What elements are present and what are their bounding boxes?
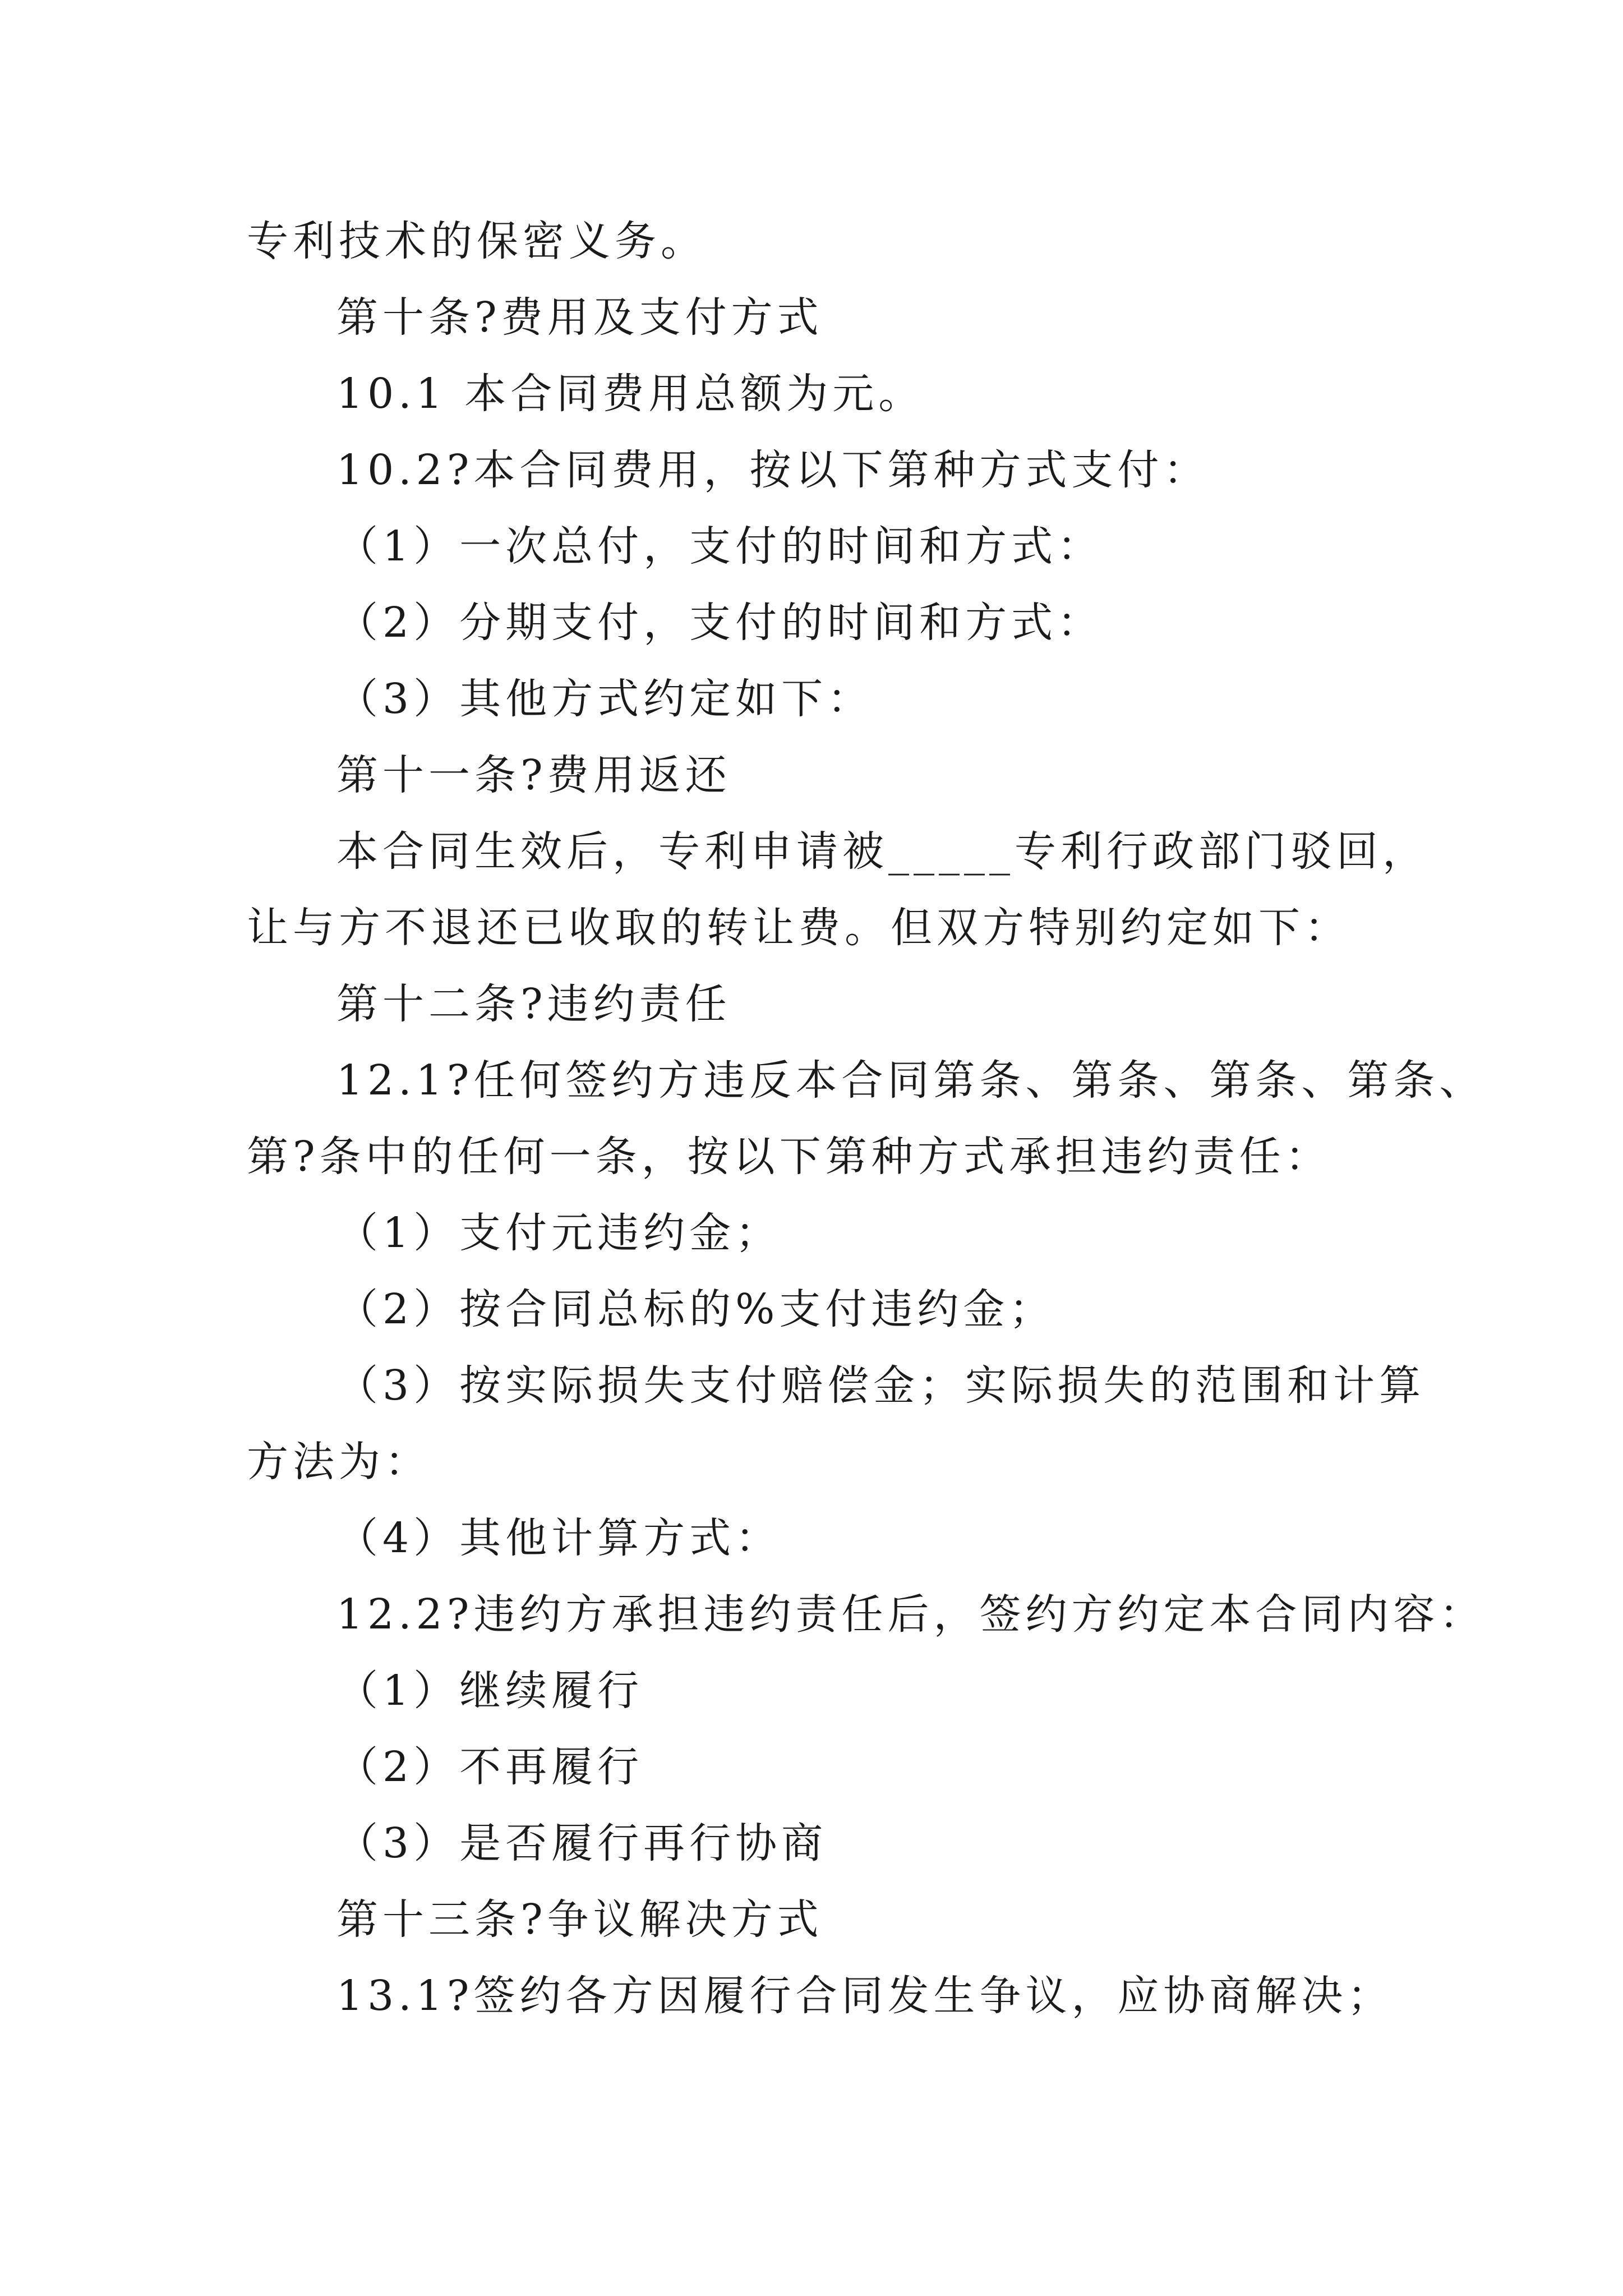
list-item: （1）一次总付，支付的时间和方式： [336,522,1104,570]
text-line: 本合同生效后，专利申请被_____专利行政部门驳回， [336,827,1428,876]
text-line: 第?条中的任何一条，按以下第种方式承担违约责任： [247,1133,1331,1181]
list-item: （3）其他方式约定如下： [336,675,874,723]
list-item: （1）继续履行 [336,1667,644,1715]
list-item: （1）支付元违约金； [336,1209,782,1257]
section-heading: 第十二条?违约责任 [336,980,731,1028]
text-line: 让与方不退还已收取的转让费。但双方特别约定如下： [247,904,1350,952]
text-line: 专利技术的保密义务。 [247,217,707,265]
text-line: 13.1?签约各方因履行合同发生争议，应协商解决； [336,1972,1394,2020]
text-line: 10.2?本合同费用，按以下第种方式支付： [336,446,1210,494]
list-item: （3）是否履行再行协商 [336,1819,828,1867]
list-item: （2）按合同总标的%支付违约金； [336,1285,1055,1333]
list-item: （2）分期支付，支付的时间和方式： [336,599,1104,647]
list-item: （3）按实际损失支付赔偿金；实际损失的范围和计算 [336,1361,1426,1410]
text-line: 12.2?违约方承担违约责任后，签约方约定本合同内容： [336,1590,1486,1639]
text-line: 12.1?任何签约方违反本合同第条、第条、第条、第条、 [336,1056,1486,1105]
section-heading: 第十三条?争议解决方式 [336,1895,823,1944]
text-line: 方法为： [247,1438,431,1486]
list-item: （2）不再履行 [336,1743,644,1791]
section-heading: 第十一条?费用返还 [336,751,731,799]
list-item: （4）其他计算方式： [336,1514,782,1562]
text-line: 10.1 本合同费用总额为元。 [336,370,925,418]
section-heading: 第十条?费用及支付方式 [336,293,823,342]
